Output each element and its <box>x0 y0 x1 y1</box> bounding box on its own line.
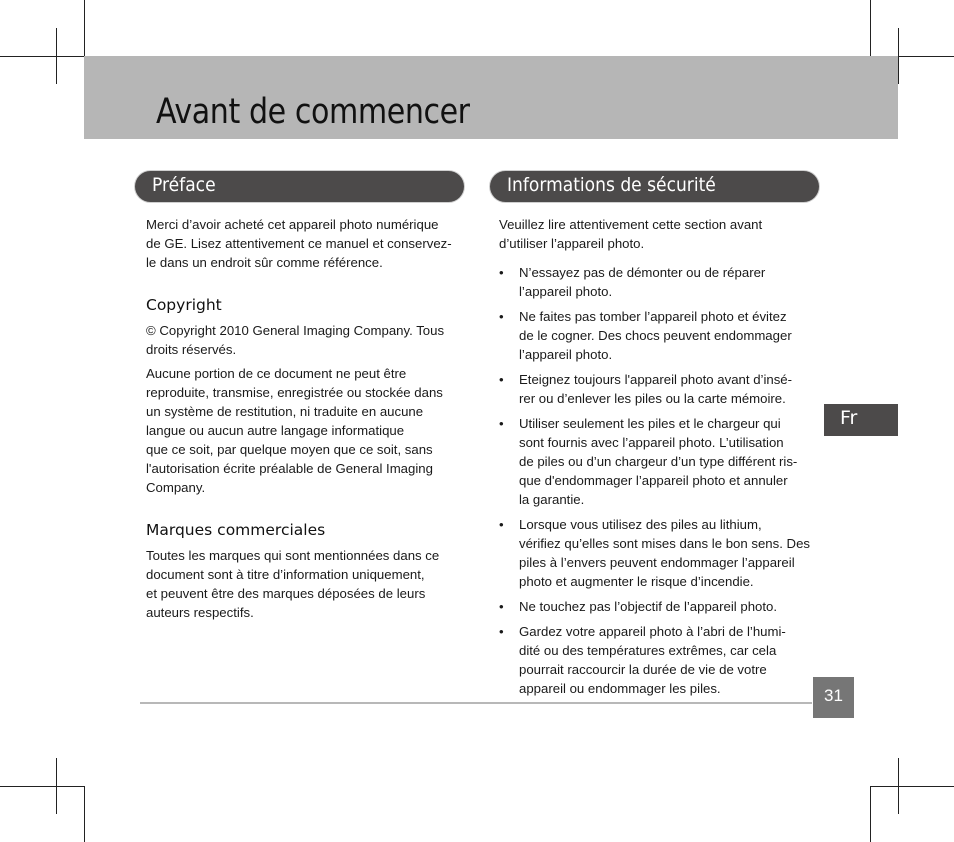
text-line: que d'endommager l’appareil photo et annuler <box>519 473 788 488</box>
section-title-safety: Informations de sécurité <box>507 174 716 196</box>
trademarks-notice <box>146 546 466 622</box>
text-line: Aucune portion de ce document ne peut être <box>146 366 407 381</box>
text-line: document sont à titre d’information uniquement, <box>146 567 425 582</box>
safety-item <box>499 597 817 616</box>
crop-mark <box>84 0 85 56</box>
bullet-dot: • <box>499 624 504 639</box>
text-line: sont fournis avec l’appareil photo. L’utilisation <box>519 435 784 450</box>
text-line: l’appareil photo. <box>519 347 613 362</box>
copyright-heading: Copyright <box>146 296 222 314</box>
text-line: Eteignez toujours l'appareil photo avant d’insé- <box>519 372 793 387</box>
safety-intro <box>499 215 817 253</box>
bullet-dot: • <box>499 599 504 614</box>
text-line: vérifiez qu’elles sont mises dans le bon sens. Des <box>519 536 811 551</box>
bullet-dot: • <box>499 517 504 532</box>
text-line: et peuvent être des marques déposées de leurs <box>146 586 426 601</box>
preface-intro <box>146 215 466 272</box>
text-line: droits réservés. <box>146 342 237 357</box>
text-line: l’appareil photo. <box>519 284 613 299</box>
text-line: l'autorisation écrite préalable de General Imaging <box>146 461 433 476</box>
bullet-dot: • <box>499 265 504 280</box>
text-line: N’essayez pas de démonter ou de réparer <box>519 265 766 280</box>
text-line: de GE. Lisez attentivement ce manuel et conservez- <box>146 236 452 251</box>
safety-column <box>499 215 817 704</box>
bullet-dot: • <box>499 416 504 431</box>
bullet-dot: • <box>499 372 504 387</box>
text-line: Merci d’avoir acheté cet appareil photo numérique <box>146 217 439 232</box>
text-line: Gardez votre appareil photo à l’abri de l’humi- <box>519 624 786 639</box>
language-tab-label: Fr <box>840 407 858 429</box>
text-line: Ne touchez pas l’objectif de l’appareil photo. <box>519 599 778 614</box>
trademarks-heading: Marques commerciales <box>146 521 326 539</box>
text-line: de piles ou d’un chargeur d’un type différent ris- <box>519 454 798 469</box>
section-header-safety <box>490 171 819 202</box>
text-line: un système de restitution, ni traduite en aucune <box>146 404 424 419</box>
safety-list <box>499 263 817 698</box>
language-tab <box>824 404 898 436</box>
text-line: que ce soit, par quelque moyen que ce soit, sans <box>146 442 433 457</box>
text-line: Ne faites pas tomber l’appareil photo et évitez <box>519 309 787 324</box>
page-number: 31 <box>824 686 843 705</box>
page-number-box <box>813 677 854 718</box>
text-line: langue ou aucun autre langage informatique <box>146 423 405 438</box>
crop-mark <box>870 786 926 787</box>
text-line: auteurs respectifs. <box>146 605 254 620</box>
safety-item <box>499 307 817 364</box>
text-line: dité ou des températures extrêmes, car cela <box>519 643 777 658</box>
section-title-preface: Préface <box>152 174 216 196</box>
text-line: d’utiliser l’appareil photo. <box>499 236 645 251</box>
text-line: piles à l’envers peuvent endommager l’appareil <box>519 555 795 570</box>
page-title: Avant de commencer <box>156 92 470 132</box>
safety-item <box>499 370 817 408</box>
text-line: Company. <box>146 480 206 495</box>
crop-mark <box>870 786 871 842</box>
crop-mark <box>870 0 871 56</box>
footer-rule <box>140 702 812 704</box>
text-line: le dans un endroit sûr comme référence. <box>146 255 383 270</box>
crop-mark <box>28 786 84 787</box>
text-line: Veuillez lire attentivement cette section avant <box>499 217 763 232</box>
bullet-dot: • <box>499 309 504 324</box>
crop-mark <box>28 56 84 57</box>
text-line: la garantie. <box>519 492 585 507</box>
section-header-preface <box>135 171 464 202</box>
text-line: pourrait raccourcir la durée de vie de votre <box>519 662 767 677</box>
text-line: rer ou d’enlever les piles ou la carte mémoire. <box>519 391 786 406</box>
text-line: Utiliser seulement les piles et le chargeur qui <box>519 416 781 431</box>
safety-item <box>499 622 817 698</box>
safety-item <box>499 414 817 509</box>
text-line: Lorsque vous utilisez des piles au lithium, <box>519 517 762 532</box>
preface-column <box>146 215 466 622</box>
text-line: de le cogner. Des chocs peuvent endommager <box>519 328 792 343</box>
copyright-notice <box>146 321 466 359</box>
safety-item <box>499 515 817 591</box>
safety-item <box>499 263 817 301</box>
text-line: © Copyright 2010 General Imaging Company. Tous <box>146 323 445 338</box>
text-line: photo et augmenter le risque d’incendie. <box>519 574 754 589</box>
text-line: reproduite, transmise, enregistrée ou stockée dans <box>146 385 443 400</box>
crop-mark <box>84 786 85 842</box>
reproduction-notice <box>146 364 466 497</box>
text-line: appareil ou endommager les piles. <box>519 681 721 696</box>
text-line: Toutes les marques qui sont mentionnées dans ce <box>146 548 440 563</box>
